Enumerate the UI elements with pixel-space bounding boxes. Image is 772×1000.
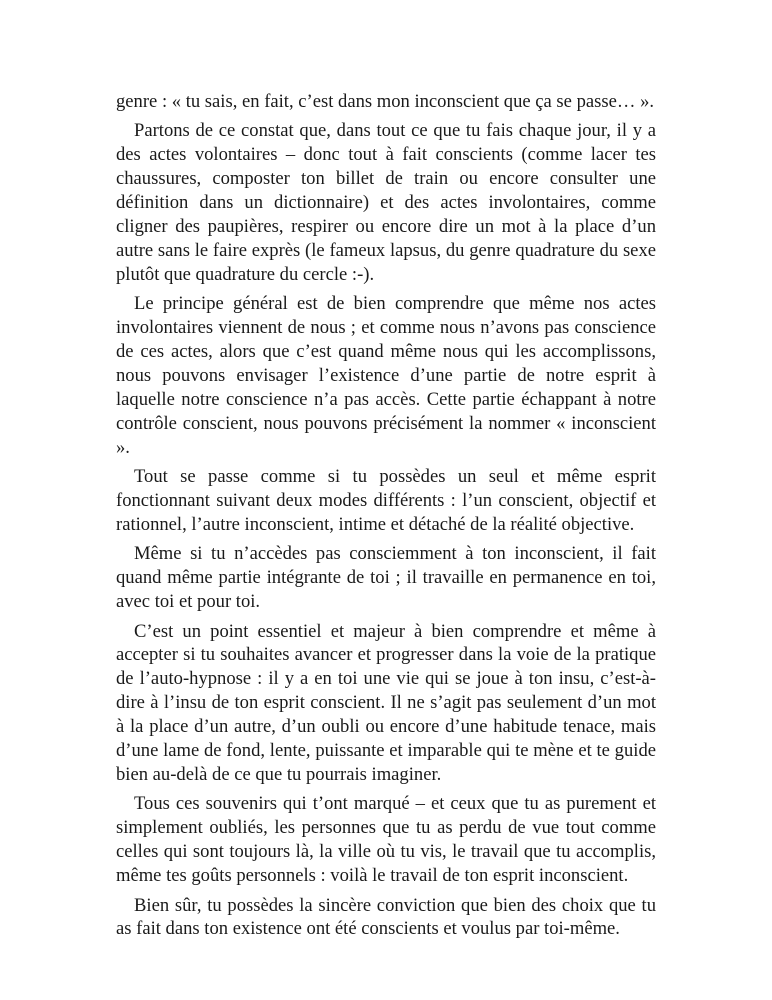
paragraph-continued: genre : « tu sais, en fait, c’est dans mon inconscient que ça se passe… ». (116, 91, 655, 112)
paragraph: Tout se passe comme si tu possèdes un seul et même esprit fonctionnant suivant deux modes différents : l’un conscient, objectif et rationnel, l’autre inconscient, intime et détaché de la réalité objective. (116, 466, 656, 535)
paragraph: Même si tu n’accèdes pas consciemment à ton inconscient, il fait quand même partie intégrante de toi ; il travaille en permanence en toi, avec toi et pour toi. (116, 543, 656, 613)
paragraph: Tous ces souvenirs qui t’ont marqué – et ceux que tu as purement et simplement oubliés, les personnes que tu as perdu de vue tout comme celles qui sont toujours là, la ville où tu vis, le travail que tu accomplis, même tes goûts personnels : voilà le travail de ton esprit inconscient. (116, 793, 656, 887)
document-page (116, 90, 656, 947)
paragraph: Bien sûr, tu possèdes la sincère conviction que bien des choix que tu as fait dans ton existence ont été conscients et voulus par toi-même. (116, 894, 656, 940)
paragraph: Partons de ce constat que, dans tout ce que tu fais chaque jour, il y a des actes volontaires – donc tout à fait conscients (comme lacer tes chaussures, composter ton billet de train ou encore consulter une définition dans un dictionnaire) et des actes involontaires, comme cligner des paupières, respirer ou encore dire un mot à la place d’un autre sans le faire exprès (le fameux lapsus, du genre quadrature du sexe plutôt que quadrature du cercle :-). (116, 120, 656, 285)
paragraph: Le principe général est de bien comprendre que même nos actes involontaires viennent de nous ; et comme nous n’avons pas conscience de ces actes, alors que c’est quand même nous qui les accomplissons, nous pouvons envisager l’existence d’une partie de notre esprit à laquelle notre conscience n’a pas accès. Cette partie échappant à notre contrôle conscient, nous pouvons précisément la nommer « inconscient ». (116, 293, 656, 458)
paragraph: C’est un point essentiel et majeur à bien comprendre et même à accepter si tu souhaites avancer et progresser dans la voie de la pratique de l’auto-hypnose : il y a en toi une vie qui se joue à ton insu, c’est-à-dire à l’insu de ton esprit conscient. Il ne s’agit pas seulement d’un mot à la place d’un autre, d’un oubli ou encore d’une habitude tenace, mais d’une lame de fond, lente, puissante et imparable qui te mène et te guide bien au-delà de ce que tu pourrais imaginer. (116, 620, 656, 785)
